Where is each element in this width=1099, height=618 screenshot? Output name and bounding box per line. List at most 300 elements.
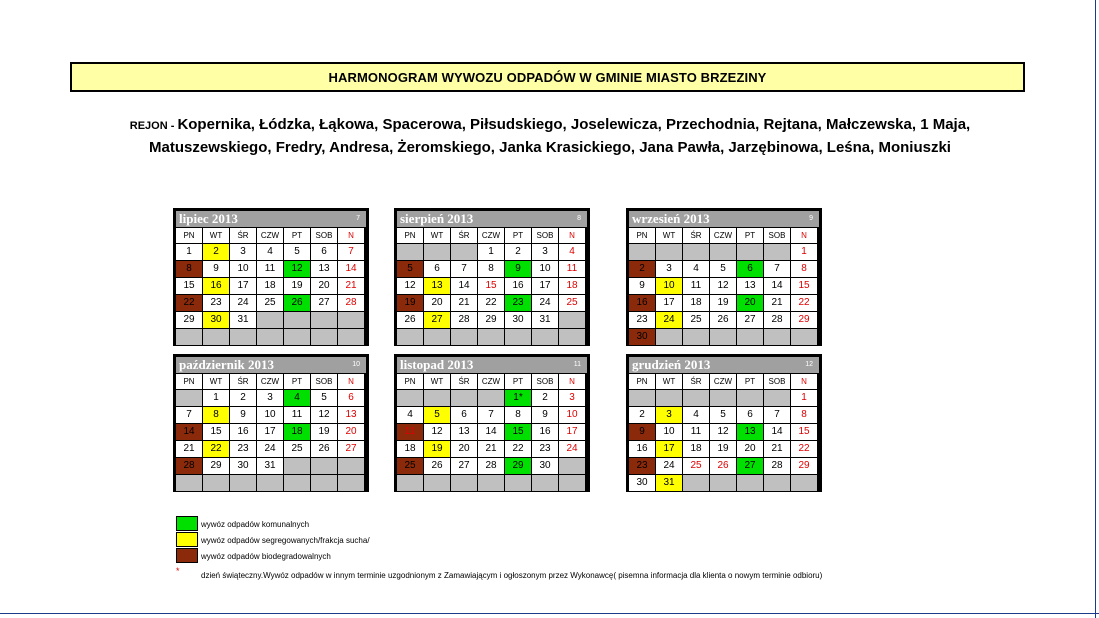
day-cell: 6 (451, 407, 477, 423)
empty-cell (532, 475, 558, 491)
day-cell-municipal-waste: 6 (737, 261, 763, 277)
day-cell: 26 (424, 458, 450, 474)
day-cell: 10 (230, 261, 256, 277)
empty-cell (284, 312, 310, 328)
weekday-header: PT (737, 374, 763, 389)
day-cell: 6 (338, 390, 364, 406)
day-cell: 8 (791, 261, 817, 277)
day-cell: 6 (311, 244, 337, 260)
empty-cell (764, 244, 790, 260)
day-cell: 9 (203, 261, 229, 277)
empty-cell (203, 329, 229, 345)
empty-cell (257, 329, 283, 345)
empty-cell (311, 475, 337, 491)
empty-cell (559, 475, 585, 491)
empty-cell (338, 458, 364, 474)
day-cell: 13 (311, 261, 337, 277)
day-cell: 28 (478, 458, 504, 474)
weekday-header: PN (397, 228, 423, 243)
month-header (397, 357, 587, 373)
day-cell: 6 (737, 407, 763, 423)
empty-cell (532, 329, 558, 345)
day-cell-municipal-waste: 18 (284, 424, 310, 440)
day-cell: 25 (559, 295, 585, 311)
day-cell: 18 (397, 441, 423, 457)
day-cell-bio-waste: 25 (397, 458, 423, 474)
day-cell-segregated-waste: 10 (656, 278, 682, 294)
day-cell-segregated-waste: 8 (203, 407, 229, 423)
weekday-header: PN (629, 374, 655, 389)
day-cell: 16 (505, 278, 531, 294)
day-cell: 28 (764, 458, 790, 474)
legend-yellow-swatch (176, 532, 198, 547)
day-cell: 25 (284, 441, 310, 457)
month-header (176, 357, 366, 373)
empty-cell (559, 312, 585, 328)
weekday-header: CZW (257, 374, 283, 389)
day-cell: 22 (791, 295, 817, 311)
day-cell: 18 (257, 278, 283, 294)
day-cell: 27 (451, 458, 477, 474)
day-cell: 2 (230, 390, 256, 406)
empty-cell (424, 244, 450, 260)
day-cell: 5 (311, 390, 337, 406)
month-grid (397, 373, 587, 491)
weekday-header: CZW (478, 228, 504, 243)
day-cell: 26 (710, 458, 736, 474)
window-edge-right (1095, 0, 1096, 618)
day-cell: 19 (710, 441, 736, 457)
weekday-header: WT (656, 374, 682, 389)
weekday-header: CZW (710, 374, 736, 389)
day-cell: 11 (683, 424, 709, 440)
weekday-header: SOB (532, 228, 558, 243)
day-cell: 7 (764, 407, 790, 423)
day-cell: 16 (629, 441, 655, 457)
month-header (176, 211, 366, 227)
day-cell: 29 (478, 312, 504, 328)
day-cell: 20 (737, 441, 763, 457)
empty-cell (311, 312, 337, 328)
day-cell: 4 (559, 244, 585, 260)
day-cell: 21 (764, 441, 790, 457)
month-header (629, 211, 819, 227)
day-cell-bio-waste: 2 (629, 261, 655, 277)
day-cell: 29 (791, 458, 817, 474)
day-cell: 10 (532, 261, 558, 277)
day-cell-segregated-waste: 17 (656, 441, 682, 457)
empty-cell (478, 329, 504, 345)
day-cell: 17 (532, 278, 558, 294)
day-cell: 1 (791, 390, 817, 406)
day-cell: 11 (683, 278, 709, 294)
legend-asterisk: * (176, 566, 180, 576)
day-cell: 18 (559, 278, 585, 294)
day-cell: 12 (311, 407, 337, 423)
day-cell-municipal-waste: 23 (505, 295, 531, 311)
month-name: listopad 2013 (400, 357, 474, 372)
day-cell: 2 (505, 244, 531, 260)
day-cell: 2 (532, 390, 558, 406)
day-cell: 22 (505, 441, 531, 457)
day-cell-segregated-waste: 3 (656, 407, 682, 423)
empty-cell (505, 329, 531, 345)
month-grid (629, 373, 819, 491)
empty-cell (397, 244, 423, 260)
empty-cell (176, 390, 202, 406)
day-cell-bio-waste: 5 (397, 261, 423, 277)
month-number: 7 (356, 215, 360, 222)
day-cell: 19 (311, 424, 337, 440)
empty-cell (230, 475, 256, 491)
day-cell: 25 (683, 458, 709, 474)
empty-cell (737, 475, 763, 491)
day-cell-segregated-waste: 5 (424, 407, 450, 423)
day-cell: 18 (683, 441, 709, 457)
day-cell: 24 (532, 295, 558, 311)
empty-cell (397, 475, 423, 491)
empty-cell (451, 475, 477, 491)
empty-cell (424, 329, 450, 345)
day-cell-bio-waste: 30 (629, 329, 655, 345)
day-cell-bio-waste: 28 (176, 458, 202, 474)
day-cell: 17 (559, 424, 585, 440)
title-text: HARMONOGRAM WYWOZU ODPADÓW W GMINIE MIASTO BRZEZINY (328, 69, 767, 85)
day-cell-municipal-waste: 20 (737, 295, 763, 311)
month-calendar-july (173, 208, 369, 346)
empty-cell (656, 244, 682, 260)
day-cell: 19 (284, 278, 310, 294)
empty-cell (338, 475, 364, 491)
month-grid (176, 227, 366, 345)
empty-cell (710, 390, 736, 406)
empty-cell (791, 475, 817, 491)
day-cell-segregated-waste: 22 (203, 441, 229, 457)
day-cell: 15 (478, 278, 504, 294)
day-cell: 24 (257, 441, 283, 457)
day-cell: 10 (559, 407, 585, 423)
day-cell: 3 (656, 261, 682, 277)
day-cell: 10 (257, 407, 283, 423)
day-cell: 4 (257, 244, 283, 260)
day-cell: 18 (683, 295, 709, 311)
empty-cell (656, 390, 682, 406)
day-cell: 31 (532, 312, 558, 328)
day-cell: 14 (764, 278, 790, 294)
empty-cell (424, 390, 450, 406)
weekday-header: SOB (311, 228, 337, 243)
empty-cell (791, 329, 817, 345)
month-number: 9 (809, 215, 813, 222)
window-edge-bottom (0, 613, 1099, 614)
day-cell: 5 (710, 407, 736, 423)
day-cell: 3 (257, 390, 283, 406)
empty-cell (683, 390, 709, 406)
month-number: 10 (352, 361, 360, 368)
weekday-header: PT (505, 228, 531, 243)
empty-cell (203, 475, 229, 491)
weekday-header: WT (656, 228, 682, 243)
day-cell: 3 (559, 390, 585, 406)
day-cell: 30 (629, 475, 655, 491)
day-cell: 17 (257, 424, 283, 440)
day-cell: 8 (478, 261, 504, 277)
day-cell: 9 (532, 407, 558, 423)
weekday-header: N (338, 374, 364, 389)
legend-holiday-note: dzień świąteczny.Wywóz odpadów w innym terminie uzgodnionym z Zamawiającym i ogłoszonym przez Wykonawcę( pisemna informacja dla klienta o nowym terminie odbioru) (201, 571, 823, 580)
empty-cell (683, 475, 709, 491)
day-cell-bio-waste: 22 (176, 295, 202, 311)
empty-cell (338, 329, 364, 345)
day-cell: 24 (656, 458, 682, 474)
day-cell: 16 (230, 424, 256, 440)
weekday-header: WT (203, 228, 229, 243)
empty-cell (737, 390, 763, 406)
empty-cell (284, 458, 310, 474)
empty-cell (176, 475, 202, 491)
day-cell: 29 (203, 458, 229, 474)
page-title (70, 62, 1025, 92)
day-cell-segregated-waste: 31 (656, 475, 682, 491)
day-cell: 14 (451, 278, 477, 294)
day-cell: 9 (629, 278, 655, 294)
weekday-header: CZW (478, 374, 504, 389)
month-grid (629, 227, 819, 345)
empty-cell (424, 475, 450, 491)
weekday-header: ŚR (451, 374, 477, 389)
day-cell: 27 (311, 295, 337, 311)
month-header (397, 211, 587, 227)
empty-cell (710, 244, 736, 260)
month-number: 11 (573, 361, 581, 368)
day-cell-bio-waste: 11 (397, 424, 423, 440)
month-calendar-december (626, 354, 822, 492)
day-cell-bio-waste: 23 (629, 458, 655, 474)
day-cell: 14 (478, 424, 504, 440)
legend-green-label: wywóz odpadów komunalnych (201, 520, 310, 529)
empty-cell (451, 390, 477, 406)
weekday-header: N (338, 228, 364, 243)
day-cell: 24 (230, 295, 256, 311)
weekday-header: ŚR (230, 374, 256, 389)
empty-cell (764, 475, 790, 491)
day-cell: 26 (710, 312, 736, 328)
day-cell: 21 (338, 278, 364, 294)
day-cell: 7 (478, 407, 504, 423)
day-cell-bio-waste: 9 (629, 424, 655, 440)
day-cell: 22 (791, 441, 817, 457)
empty-cell (683, 244, 709, 260)
month-calendar-october (173, 354, 369, 492)
weekday-header: SOB (532, 374, 558, 389)
empty-cell (710, 475, 736, 491)
day-cell-bio-waste: 16 (629, 295, 655, 311)
day-cell: 5 (710, 261, 736, 277)
empty-cell (559, 329, 585, 345)
empty-cell (451, 244, 477, 260)
day-cell-municipal-waste: 15 (505, 424, 531, 440)
day-cell: 27 (338, 441, 364, 457)
day-cell: 9 (230, 407, 256, 423)
day-cell: 16 (532, 424, 558, 440)
day-cell: 15 (203, 424, 229, 440)
day-cell: 11 (257, 261, 283, 277)
day-cell: 14 (338, 261, 364, 277)
day-cell: 30 (505, 312, 531, 328)
weekday-header: PN (629, 228, 655, 243)
day-cell-bio-waste: 14 (176, 424, 202, 440)
day-cell: 25 (683, 312, 709, 328)
weekday-header: CZW (257, 228, 283, 243)
day-cell-segregated-waste: 24 (656, 312, 682, 328)
weekday-header: SOB (764, 228, 790, 243)
weekday-header: WT (203, 374, 229, 389)
empty-cell (284, 329, 310, 345)
empty-cell (397, 390, 423, 406)
day-cell-segregated-waste: 16 (203, 278, 229, 294)
month-name: lipiec 2013 (179, 211, 238, 226)
weekday-header: SOB (764, 374, 790, 389)
day-cell-municipal-waste: 13 (737, 424, 763, 440)
weekday-header: PT (284, 228, 310, 243)
day-cell: 28 (451, 312, 477, 328)
weekday-header: PN (397, 374, 423, 389)
day-cell: 8 (791, 407, 817, 423)
empty-cell (478, 475, 504, 491)
day-cell: 14 (764, 424, 790, 440)
empty-cell (764, 329, 790, 345)
day-cell: 31 (230, 312, 256, 328)
weekday-header: WT (424, 374, 450, 389)
empty-cell (478, 390, 504, 406)
empty-cell (284, 475, 310, 491)
day-cell: 30 (230, 458, 256, 474)
empty-cell (683, 329, 709, 345)
weekday-header: PT (737, 228, 763, 243)
day-cell-bio-waste: 8 (176, 261, 202, 277)
weekday-header: ŚR (683, 228, 709, 243)
weekday-header: PN (176, 228, 202, 243)
day-cell: 30 (532, 458, 558, 474)
region-streets-line-1: Kopernika, Łódzka, Łąkowa, Spacerowa, Piłsudskiego, Joselewicza, Przechodnia, Rejtana, Małczewska, 1 Maja, (177, 116, 971, 133)
day-cell-municipal-waste: 26 (284, 295, 310, 311)
empty-cell (505, 475, 531, 491)
day-cell: 20 (338, 424, 364, 440)
day-cell: 25 (257, 295, 283, 311)
weekday-header: WT (424, 228, 450, 243)
day-cell: 11 (559, 261, 585, 277)
weekday-header: N (559, 228, 585, 243)
day-cell: 1 (478, 244, 504, 260)
day-cell-segregated-waste: 2 (203, 244, 229, 260)
empty-cell (230, 329, 256, 345)
month-name: wrzesień 2013 (632, 211, 710, 226)
day-cell: 29 (791, 312, 817, 328)
day-cell: 27 (737, 312, 763, 328)
empty-cell (311, 329, 337, 345)
day-cell: 7 (451, 261, 477, 277)
empty-cell (629, 390, 655, 406)
legend-brown-swatch (176, 548, 198, 563)
day-cell: 4 (397, 407, 423, 423)
day-cell: 6 (424, 261, 450, 277)
day-cell-municipal-waste: 12 (284, 261, 310, 277)
empty-cell (257, 475, 283, 491)
day-cell: 31 (257, 458, 283, 474)
empty-cell (737, 329, 763, 345)
empty-cell (397, 329, 423, 345)
day-cell: 28 (338, 295, 364, 311)
day-cell: 15 (791, 278, 817, 294)
day-cell: 20 (424, 295, 450, 311)
weekday-header: ŚR (683, 374, 709, 389)
day-cell-segregated-waste: 19 (424, 441, 450, 457)
weekday-header: SOB (311, 374, 337, 389)
day-cell: 21 (764, 295, 790, 311)
weekday-header: N (791, 374, 817, 389)
day-cell: 24 (559, 441, 585, 457)
day-cell: 1 (203, 390, 229, 406)
day-cell: 13 (737, 278, 763, 294)
empty-cell (451, 329, 477, 345)
day-cell: 21 (176, 441, 202, 457)
month-name: grudzień 2013 (632, 357, 711, 372)
month-calendar-august (394, 208, 590, 346)
day-cell: 28 (764, 312, 790, 328)
empty-cell (629, 244, 655, 260)
month-name: październik 2013 (179, 357, 274, 372)
day-cell: 29 (176, 312, 202, 328)
weekday-header: N (791, 228, 817, 243)
empty-cell (764, 390, 790, 406)
month-grid (397, 227, 587, 345)
weekday-header: PN (176, 374, 202, 389)
day-cell: 5 (284, 244, 310, 260)
day-cell: 26 (311, 441, 337, 457)
month-calendar-september (626, 208, 822, 346)
day-cell: 12 (710, 278, 736, 294)
day-cell: 13 (451, 424, 477, 440)
day-cell: 1 (791, 244, 817, 260)
day-cell: 26 (397, 312, 423, 328)
day-cell: 20 (311, 278, 337, 294)
day-cell: 2 (629, 407, 655, 423)
day-cell: 10 (656, 424, 682, 440)
day-cell: 23 (230, 441, 256, 457)
day-cell: 23 (629, 312, 655, 328)
region-line-1 (80, 114, 1020, 137)
day-cell: 8 (505, 407, 531, 423)
empty-cell (710, 329, 736, 345)
region-streets (80, 114, 1020, 158)
region-label: REJON - (129, 120, 178, 132)
weekday-header: N (559, 374, 585, 389)
day-cell: 12 (424, 424, 450, 440)
day-cell: 19 (710, 295, 736, 311)
legend-green-swatch (176, 516, 198, 531)
empty-cell (176, 329, 202, 345)
weekday-header: CZW (710, 228, 736, 243)
empty-cell (311, 458, 337, 474)
day-cell-municipal-waste: 27 (737, 458, 763, 474)
day-cell: 12 (397, 278, 423, 294)
legend-brown-label: wywóz odpadów biodegradowalnych (201, 552, 331, 561)
day-cell: 7 (338, 244, 364, 260)
weekday-header: PT (284, 374, 310, 389)
day-cell-municipal-waste: 9 (505, 261, 531, 277)
day-cell: 3 (230, 244, 256, 260)
day-cell: 21 (451, 295, 477, 311)
